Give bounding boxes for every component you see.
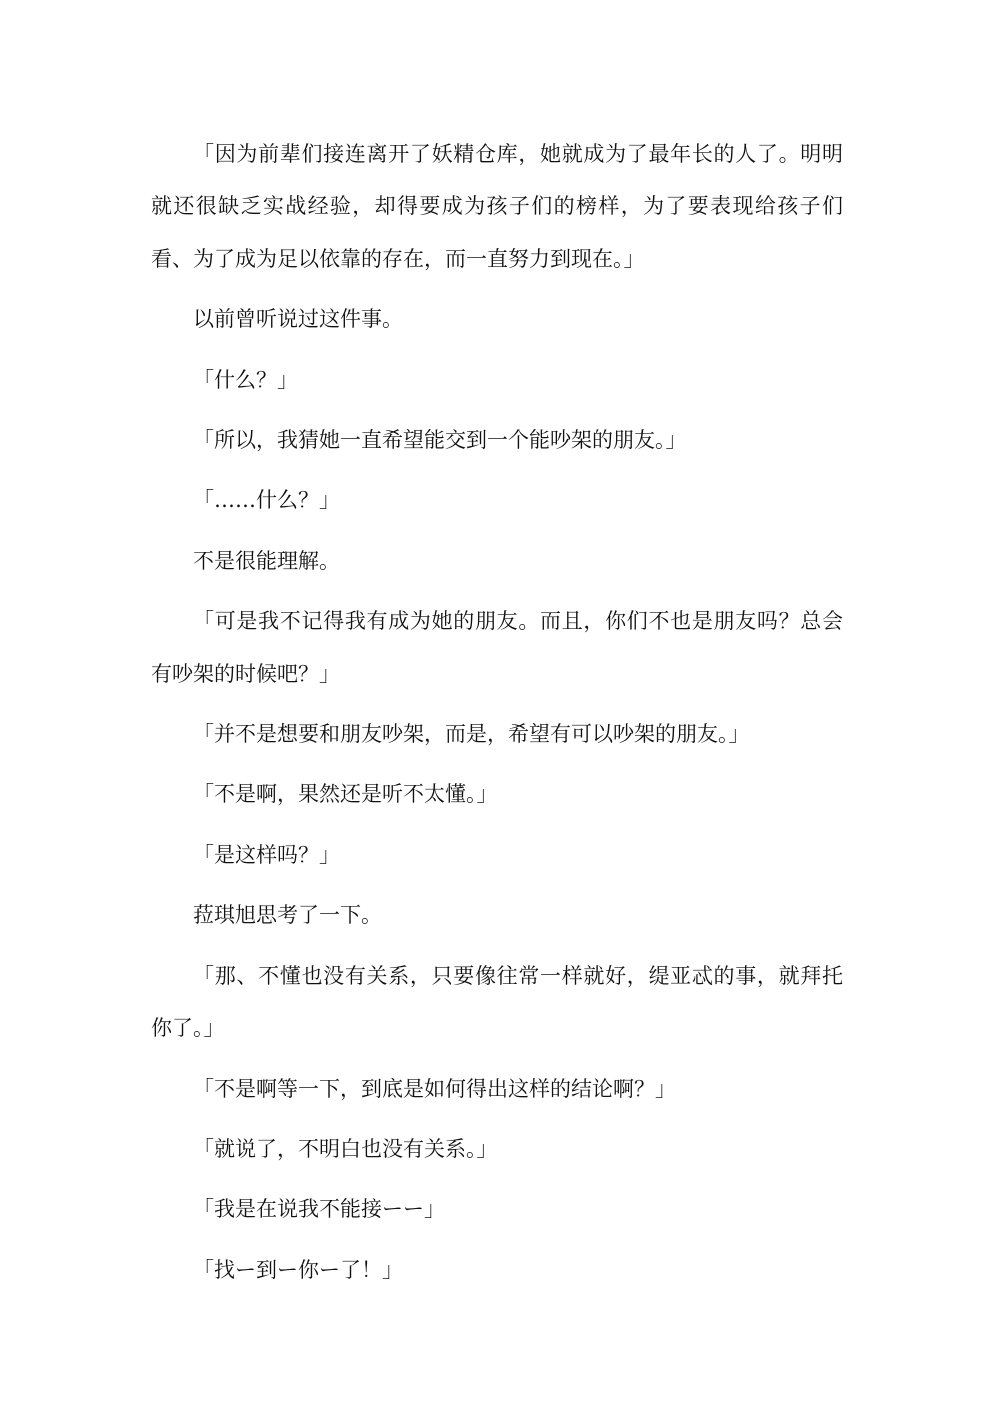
- paragraph: 「因为前辈们接连离开了妖精仓库，她就成为了最年长的人了。明明就还很缺乏实战经验，却得要成为孩子们的榜样，为了要表现给孩子们看、为了成为足以依靠的存在，而一直努力到现在。」: [151, 142, 843, 271]
- paragraph: 不是很能理解。: [193, 548, 340, 573]
- paragraph: 「并不是想要和朋友吵架，而是，希望有可以吵架的朋友。」: [193, 722, 750, 747]
- paragraph: 「不是啊，果然还是听不太懂。」: [193, 782, 498, 807]
- paragraph: 菈琪旭思考了一下。: [193, 903, 382, 928]
- paragraph: 以前曾听说过这件事。: [193, 307, 403, 332]
- paragraph: 「找ー到ー你ー了！」: [193, 1257, 403, 1282]
- paragraph: 「所以，我猜她一直希望能交到一个能吵架的朋友。」: [193, 428, 687, 453]
- text-body: [151, 128, 843, 1304]
- paragraph: 「就说了，不明白也没有关系。」: [193, 1136, 498, 1161]
- paragraph: 「……什么？」: [193, 488, 340, 513]
- paragraph: 「可是我不记得我有成为她的朋友。而且，你们不也是朋友吗？总会有吵架的时候吧？」: [151, 609, 843, 686]
- paragraph: 「不是啊等一下，到底是如何得出这样的结论啊？」: [193, 1076, 676, 1101]
- paragraph: 「什么？」: [193, 367, 298, 392]
- paragraph: 「是这样吗？」: [193, 842, 340, 867]
- paragraph: 「那、不懂也没有关系，只要像往常一样就好，缇亚忒的事，就拜托你了。」: [151, 963, 843, 1041]
- paragraph: 「我是在说我不能接ーー」: [193, 1197, 445, 1222]
